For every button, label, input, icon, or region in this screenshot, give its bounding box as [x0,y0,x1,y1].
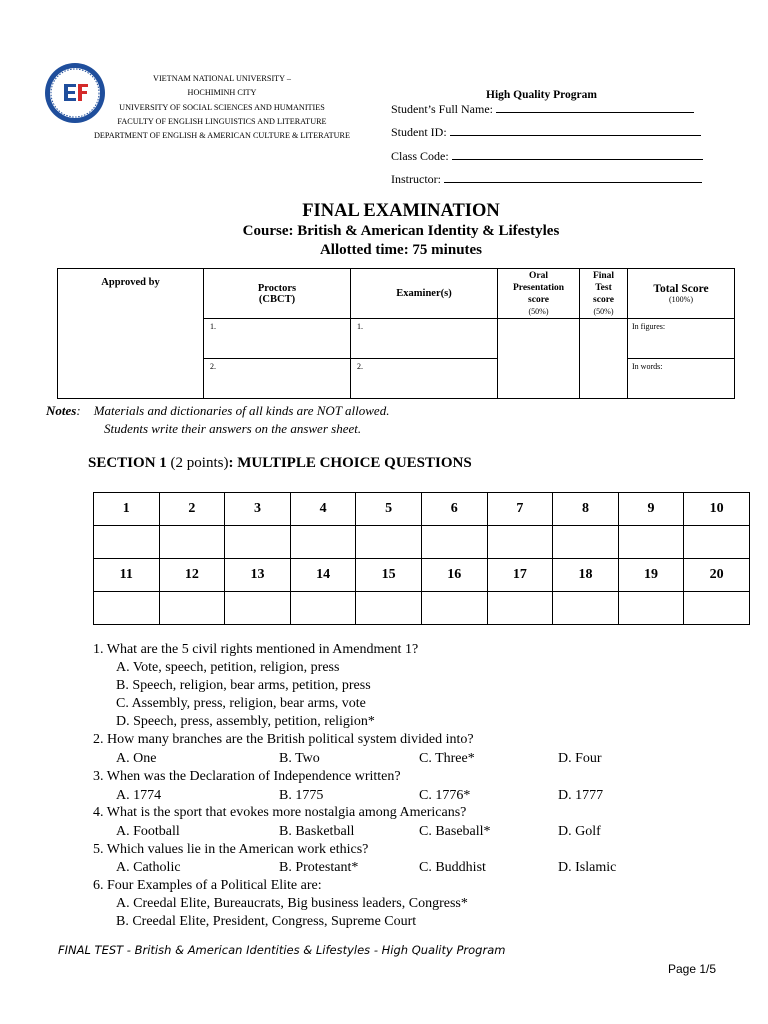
note-line: Materials and dictionaries of all kinds are NOT allowed. [93,403,390,418]
answer-cell[interactable] [421,592,487,625]
university-line: DEPARTMENT OF ENGLISH & AMERICAN CULTURE & LITERATURE [94,131,350,141]
grid-number: 19 [618,559,684,592]
option: D. 1777 [558,788,604,803]
grid-number: 15 [356,559,422,592]
answer-cell[interactable] [618,592,684,625]
answer-cell[interactable] [553,526,619,559]
university-line: VIETNAM NATIONAL UNIVERSITY – [153,74,291,83]
question-4: 4. What is the sport that evokes more nostalgia among Americans? [93,805,467,820]
question-1: 1. What are the 5 civil rights mentioned in Amendment 1? [93,642,419,657]
proctor-1-cell[interactable] [204,319,351,359]
approval-table [57,268,735,399]
final-line: Test [595,282,612,293]
answer-cell[interactable] [225,592,291,625]
final-pct: (50%) [593,306,614,316]
option: B. 1775 [279,788,324,803]
section-suffix: : MULTIPLE CHOICE QUESTIONS [228,455,472,471]
answer-cell[interactable] [225,526,291,559]
option: A. One [116,751,157,766]
oral-line: Presentation [512,282,564,293]
row-number: 2. [210,362,216,371]
answer-cell[interactable] [487,526,553,559]
note-line: Students write their answers on the answer sheet. [104,421,362,436]
field-label: Student’s Full Name: [391,102,493,116]
in-figures-label: In figures: [632,322,666,331]
answer-cell[interactable] [421,526,487,559]
question-6: 6. Four Examples of a Political Elite are: [93,878,322,893]
option: C. Buddhist [419,860,486,875]
option: D. Islamic [558,860,617,875]
answer-cell[interactable] [290,592,356,625]
options-row [116,788,736,806]
answer-cell[interactable] [356,526,422,559]
grid-number: 13 [225,559,291,592]
grid-number: 8 [553,493,619,526]
option: D. Four [558,751,602,766]
answer-cell[interactable] [553,592,619,625]
option: B. Speech, religion, bear arms, petition, press [116,678,371,693]
proctors-header [204,269,351,319]
option: C. 1776* [419,788,471,803]
answer-cell[interactable] [159,526,225,559]
field-label: Student ID: [391,125,447,139]
option: C. Assembly, press, religion, bear arms, vote [116,696,366,711]
answer-grid [93,492,750,625]
score-words-cell[interactable] [628,359,735,399]
examiner-1-cell[interactable] [351,319,498,359]
option: A. Football [116,824,180,839]
footer-text: FINAL TEST - British & American Identities & Lifestyles - High Quality Program [58,943,506,957]
university-header [64,72,380,143]
grid-number: 12 [159,559,225,592]
university-line: HOCHIMINH CITY [187,88,257,98]
grid-number: 3 [225,493,291,526]
grid-answer-row [94,526,750,559]
option: A. Catholic [116,860,181,875]
grid-number-row [94,559,750,592]
section-heading [88,455,472,472]
examiner-2-cell[interactable] [351,359,498,399]
answer-cell[interactable] [618,526,684,559]
final-line: Final [592,270,615,281]
answer-cell[interactable] [684,592,750,625]
section-prefix: SECTION 1 [88,455,167,471]
option: C. Baseball* [419,824,491,839]
row-number: 1. [357,322,363,331]
row-number: 1. [210,322,216,331]
total-pct: (100%) [669,295,693,304]
option: C. Three* [419,751,475,766]
grid-number: 11 [94,559,160,592]
grid-number: 18 [553,559,619,592]
final-line: score [593,294,614,305]
answer-cell[interactable] [684,526,750,559]
oral-pct: (50%) [528,306,549,316]
grid-answer-row [94,592,750,625]
program-label: High Quality Program [486,89,597,101]
option: A. 1774 [116,788,162,803]
grid-number: 14 [290,559,356,592]
field-label: Class Code: [391,149,449,163]
answer-cell[interactable] [94,592,160,625]
grid-number-row [94,493,750,526]
options-row [116,824,736,842]
answer-cell[interactable] [159,592,225,625]
grid-number: 10 [684,493,750,526]
university-line: FACULTY OF ENGLISH LINGUISTICS AND LITERATURE [117,116,327,126]
approved-by-cell [58,269,204,399]
proctor-2-cell[interactable] [204,359,351,399]
option: A. Vote, speech, petition, religion, press [116,660,340,675]
course-title: Course: British & American Identity & Lifestyles [242,223,560,239]
score-figures-cell[interactable] [628,319,735,359]
university-line: UNIVERSITY OF SOCIAL SCIENCES AND HUMANITIES [119,102,325,112]
approved-by-label: Approved by [101,277,160,288]
exam-title: FINAL EXAMINATION [302,201,500,221]
student-name-field[interactable] [391,101,694,117]
option: A. Creedal Elite, Bureaucrats, Big business leaders, Congress* [116,896,468,911]
oral-score-header [498,269,580,319]
grid-number: 9 [618,493,684,526]
row-number: 2. [357,362,363,371]
option: B. Protestant* [279,860,359,875]
answer-cell[interactable] [487,592,553,625]
oral-line: Oral [529,270,548,281]
grid-number: 1 [94,493,160,526]
total-score-header [628,269,735,319]
examiners-label: Examiner(s) [396,288,452,299]
allotted-time: Allotted time: 75 minutes [319,242,483,258]
options-row [116,860,736,878]
grid-number: 7 [487,493,553,526]
field-label: Instructor: [391,172,441,186]
in-words-label: In words: [632,362,663,371]
options-row [116,751,736,769]
grid-number: 20 [684,559,750,592]
instructor-field[interactable] [391,171,702,187]
question-2: 2. How many branches are the British political system divided into? [93,732,474,747]
question-5: 5. Which values lie in the American work ethics? [93,842,369,857]
examiners-header [351,269,498,319]
option: D. Speech, press, assembly, petition, religion* [116,714,375,729]
option: B. Basketball [279,824,355,839]
grid-number: 17 [487,559,553,592]
oral-score-cell[interactable] [498,319,580,399]
class-code-field[interactable] [391,148,703,164]
grid-number: 6 [421,493,487,526]
notes: Notes: Materials and dictionaries of all kinds are NOT allowed. Students write their answers on the answer sheet. [46,403,390,436]
option: B. Creedal Elite, President, Congress, Supreme Court [116,914,417,929]
section-points: (2 points) [166,455,229,471]
page-number: Page 1/5 [668,962,717,976]
proctors-sub: (CBCT) [258,293,296,305]
grid-number: 4 [290,493,356,526]
answer-cell[interactable] [356,592,422,625]
answer-cell[interactable] [94,526,160,559]
grid-number: 16 [421,559,487,592]
option: B. Two [279,751,320,766]
student-id-field[interactable] [391,124,701,140]
option: D. Golf [558,824,601,839]
answer-cell[interactable] [290,526,356,559]
total-label: Total Score [653,283,709,295]
final-score-cell[interactable] [580,319,628,399]
grid-number: 2 [159,493,225,526]
question-3: 3. When was the Declaration of Independence written? [93,769,401,784]
proctors-label: Proctors [257,282,297,294]
final-score-header [580,269,628,319]
notes-label: Notes [46,403,77,418]
grid-number: 5 [356,493,422,526]
oral-line: score [528,294,549,305]
